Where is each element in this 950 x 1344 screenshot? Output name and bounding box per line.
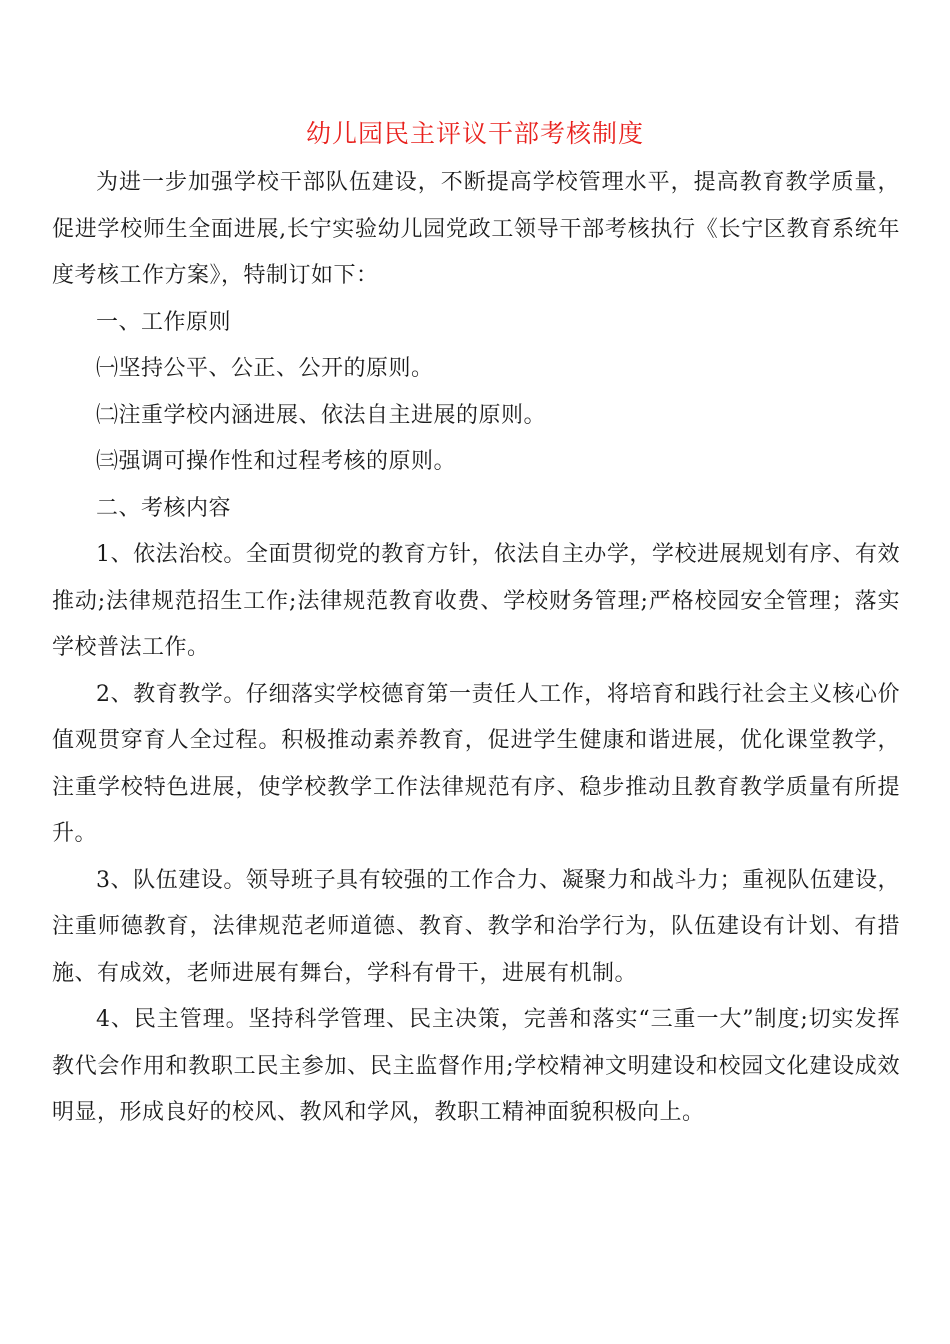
- content-item-3: 3、队伍建设。领导班子具有较强的工作合力、凝聚力和战斗力；重视队伍建设，注重师德教育，法律规范老师道德、教育、教学和治学行为，队伍建设有计划、有措施、有成效，老师进展有舞台，学科有骨干，进展有机制。: [52, 867, 900, 986]
- content-item-4: 4、民主管理。坚持科学管理、民主决策，完善和落实“三重一大”制度;切实发挥教代会作用和教职工民主参加、民主监督作用;学校精神文明建设和校园文化建设成效明显，形成良好的校风、教风和学风，教职工精神面貌积极向上。: [52, 1007, 900, 1125]
- content-item-2: 2、教育教学。仔细落实学校德育第一责任人工作，将培育和践行社会主义核心价值观贯穿育人全过程。积极推动素养教育，促进学生健康和谐进展，优化课堂教学，注重学校特色进展，使学校教学工作法律规范有序、稳步推动且教育教学质量有所提升。: [52, 681, 900, 846]
- principle-item-3: ㈢强调可操作性和过程考核的原则。: [96, 449, 457, 474]
- principle-item-1: ㈠坚持公平、公正、公开的原则。: [96, 356, 434, 381]
- content-item-1: 1、依法治校。全面贯彻党的教育方针，依法自主办学，学校进展规划有序、有效推动;法律规范招生工作;法律规范教育收费、学校财务管理;严格校园安全管理；落实学校普法工作。: [52, 542, 900, 660]
- document-body: [52, 160, 900, 1137]
- section-heading-content: 二、考核内容: [96, 495, 232, 521]
- intro-paragraph: 为进一步加强学校干部队伍建设，不断提高学校管理水平，提高教育教学质量，促进学校师生全面进展,长宁实验幼儿园党政工领导干部考核执行《长宁区教育系统年度考核工作方案》，特制订如下：: [52, 170, 900, 288]
- principle-item-2: ㈡注重学校内涵进展、依法自主进展的原则。: [96, 402, 547, 428]
- document-title: 幼儿园民主评议干部考核制度: [305, 119, 644, 148]
- section-heading-principles: 一、工作原则: [96, 309, 232, 335]
